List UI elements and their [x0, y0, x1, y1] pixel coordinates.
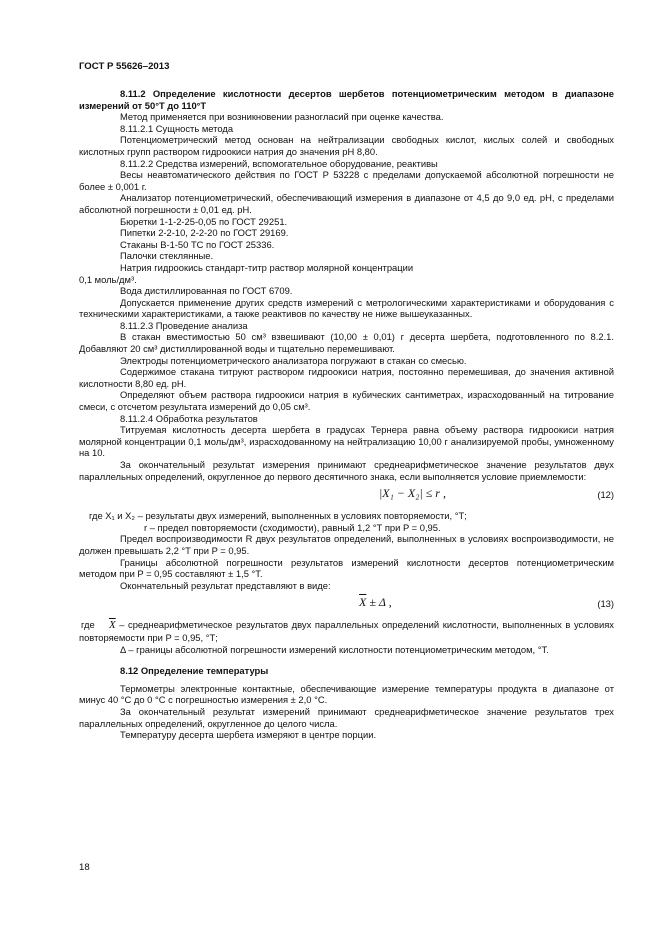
- paragraph: Натрия гидроокись стандарт-титр раствор молярной концентрации: [120, 261, 414, 273]
- paragraph: Анализатор потенциометрический, обеспечивающий измерения в диапазоне от 4,5 до 9,0 ед. pH, с пределами абсолютной погрешности ± 0,01 ед. pH.: [79, 192, 614, 215]
- paragraph: Потенциометрический метод основан на нейтрализации свободных кислот, кислых солей и свободных кислотных групп раствором гидроокиси натрия до значения pH 8,80.: [79, 134, 614, 157]
- paragraph: Палочки стеклянные.: [120, 250, 214, 262]
- paragraph: где X₁ и X₂ – результаты двух измерений, выполненных в условиях повторяемости, °Т;: [89, 510, 467, 522]
- document-body: [79, 88, 614, 741]
- subsection-heading: 8.11.2.3 Проведение анализа: [120, 319, 248, 331]
- subsection-heading: 8.11.2.2 Средства измерений, вспомогательное оборудование, реактивы: [120, 157, 438, 169]
- paragraph: [79, 619, 614, 643]
- section-title: 8.11.2 Определение кислотности десертов шербетов потенциометрическим методом в диапазоне измерений от 50°Т до 110°Т: [79, 88, 614, 111]
- section-title: 8.12 Определение температуры: [120, 665, 269, 677]
- paragraph: 0,1 моль/дм³.: [79, 273, 137, 285]
- paragraph: Титруемая кислотность десерта шербета в градусах Тернера равна объему раствора гидроокиси натрия молярной концентрации 0,1 моль/дм³, израсходованному на нейтрализацию 10,00 г анализируемой пробы, умноженному на 10.: [79, 424, 614, 459]
- document-header: ГОСТ Р 55626–2013: [79, 61, 170, 72]
- mean-x-symbol: $\overline{X}$: [359, 595, 367, 610]
- paragraph: Бюретки 1-1-2-25-0,05 по ГОСТ 29251.: [120, 215, 288, 227]
- paragraph: Предел воспроизводимости R двух результатов определений, выполненных в условиях воспроизводимости, не должен превышать 2,2 °Т при P = 0,95.: [79, 533, 614, 556]
- where-label: где: [81, 619, 95, 631]
- equation-formula: [359, 597, 392, 609]
- paragraph: В стакан вместимостью 50 см³ взвешивают (10,00 ± 0,01) г десерта шербета, подготовленного по 8.2.1. Добавляют 20 см³ дистиллированной воды и тщательно перемешивают.: [79, 331, 614, 355]
- equation-12: [79, 485, 614, 506]
- paragraph: Стаканы В-1-50 ТС по ГОСТ 25336.: [120, 238, 275, 250]
- subsection-heading: 8.11.2.1 Сущность метода: [120, 122, 234, 134]
- paragraph: Границы абсолютной погрешности результатов измерений кислотности десертов потенциометрическим методом при P = 0,95 составляют ± 1,5 °Т.: [79, 556, 614, 580]
- equation-13: [79, 594, 614, 615]
- paragraph: Определяют объем раствора гидроокиси натрия в кубических сантиметрах, израсходованный на титрование смеси, с отсчетом результата измерений до 0,05 см³.: [79, 389, 614, 413]
- paragraph: Допускается применение других средств измерений с метрологическими характеристиками и оборудования с техническими характеристиками, а также реактивов по качеству не ниже вышеуказанных.: [79, 296, 614, 320]
- paragraph: Температуру десерта шербета измеряют в центре порции.: [120, 729, 377, 741]
- paragraph: За окончательный результат измерения принимают среднеарифметическое значение результатов двух параллельных определений, округленное до первого десятичного знака, если выполняется условие приемлемости:: [79, 459, 614, 482]
- paragraph: Δ – границы абсолютной погрешности измерений кислотности потенциометрическим методом, °Т.: [120, 643, 549, 655]
- subsection-heading: 8.11.2.4 Обработка результатов: [120, 412, 258, 424]
- paragraph: Термометры электронные контактные, обеспечивающие измерение температуры продукта в диапазоне от минус 40 °С до 0 °С с погрешностью измерения ± 2,0 °С.: [79, 682, 614, 706]
- page-number: 18: [79, 862, 90, 873]
- paragraph: r – предел повторяемости (сходимости), равный 1,2 °Т при P = 0,95.: [144, 521, 441, 533]
- equation-formula: |X₁ − X₂| ≤ r ,: [379, 486, 446, 501]
- paragraph: Метод применяется при возникновении разногласий при оценке качества.: [120, 111, 444, 123]
- paragraph: За окончательный результат измерений принимают среднеарифметическое значение результатов трех параллельных определений, округленное до целого числа.: [79, 705, 614, 729]
- equation-number: (13): [597, 598, 614, 610]
- paragraph: Вода дистиллированная по ГОСТ 6709.: [120, 285, 293, 297]
- paragraph-text: – среднеарифметическое результатов двух параллельных определений кислотности, выполненных в условиях повторяемости при P = 0,95, °Т;: [79, 619, 614, 643]
- paragraph: Содержимое стакана титруют раствором гидроокиси натрия, постоянно перемешивая, до значения активной кислотности 8,80 ед. pH.: [79, 366, 614, 389]
- paragraph: Весы неавтоматического действия по ГОСТ Р 53228 с пределами допускаемой абсолютной погрешности не более ± 0,001 г.: [79, 169, 614, 192]
- paragraph: Электроды потенциометрического анализатора погружают в стакан со смесью.: [120, 354, 467, 366]
- equation-formula-rest: ± Δ ,: [366, 595, 392, 610]
- paragraph: Окончательный результат представляют в виде:: [120, 579, 331, 591]
- mean-x-symbol: $\overline{X}$: [108, 619, 116, 632]
- equation-number: (12): [597, 489, 614, 501]
- paragraph: Пипетки 2-2-10, 2-2-20 по ГОСТ 29169.: [120, 227, 289, 239]
